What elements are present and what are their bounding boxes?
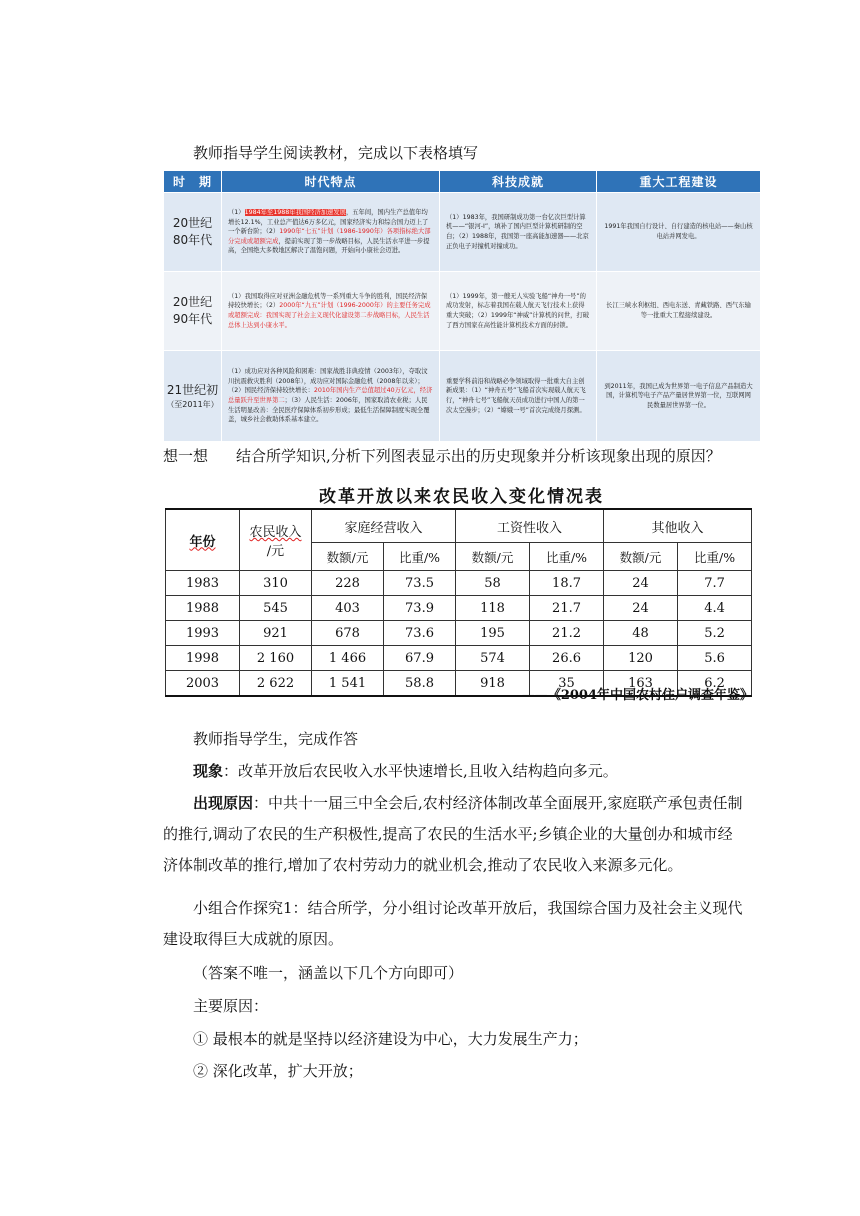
t2-row xyxy=(166,621,752,646)
reason-item: ① 最根本的就是坚持以经济建设为中心，大力发展生产力； xyxy=(193,1030,588,1048)
t2-value-cell: 195 xyxy=(456,621,530,646)
t1-feature-segment: （1）我国取得应对亚洲金融危机等一系列重大斗争的胜利，国民经济保持较快增长；（2） xyxy=(228,292,428,310)
t1-features-cell xyxy=(222,351,440,442)
t2-value-cell: 7.7 xyxy=(678,571,752,596)
t2-value-cell: 73.6 xyxy=(384,621,456,646)
t1-science-cell: 重要学科前沿和战略必争领域取得一批重大自主创新成果：（1）“神舟五号”飞船首次实现载人航天飞行，“神舟七号”飞船航天员成功进行中国人的第一次太空漫步；（2）“嫦娥一号”首次完成绕月探测。 xyxy=(440,351,597,442)
t2-subheader: 比重/% xyxy=(530,543,604,571)
income-table xyxy=(165,508,752,697)
t2-value-cell: 67.9 xyxy=(384,646,456,671)
t2-subheader: 数额/元 xyxy=(604,543,678,571)
t1-feature-segment: （2） xyxy=(265,228,280,236)
t2-value-cell: 24 xyxy=(604,596,678,621)
t2-header-group-wage: 工资性收入 xyxy=(456,509,604,543)
t2-value-cell: 26.6 xyxy=(530,646,604,671)
t2-year-cell: 1983 xyxy=(166,571,240,596)
t1-period-label: 20世纪90年代 xyxy=(172,295,213,326)
t1-feature-segment: ，五年间，国内生产总值年均增长12.1%，工业总产值达6万多亿元，国家经济实力和综合国力迈上了一个新台阶； xyxy=(228,209,429,236)
t2-value-cell: 403 xyxy=(312,596,384,621)
t1-science-cell: （1）1983年，我国研制成功第一台亿次巨型计算机——“银河-Ⅰ”，填补了国内巨型计算机研制的空白；（2）1988年，我国第一座高能加速器——北京正负电子对撞机对撞成功。 xyxy=(440,193,597,272)
t2-value-cell: 1 541 xyxy=(312,671,384,697)
t2-value-cell: 73.9 xyxy=(384,596,456,621)
t2-value-cell: 921 xyxy=(240,621,312,646)
t2-value-cell: 58.8 xyxy=(384,671,456,697)
t2-year-cell: 2003 xyxy=(166,671,240,697)
t2-row xyxy=(166,571,752,596)
t2-header-income: 农民收入 /元 xyxy=(240,509,312,571)
t1-features-cell xyxy=(222,272,440,351)
t2-subheader: 数额/元 xyxy=(456,543,530,571)
t2-value-cell: 6.2 xyxy=(678,671,752,697)
t2-value-cell: 21.7 xyxy=(530,596,604,621)
t1-row xyxy=(164,193,761,272)
t2-value-cell: 24 xyxy=(604,571,678,596)
t2-subheader: 比重/% xyxy=(384,543,456,571)
guide-text: 教师指导学生，完成作答 xyxy=(193,730,359,748)
answer-note: （答案不唯一，涵盖以下几个方向即可） xyxy=(193,964,464,982)
t1-header-science: 科技成就 xyxy=(440,171,597,193)
t1-feature-segment: ；（3）人民生活：2006年，国家取消农业税；人民生活明显改善：全民医疗保障体系初步形成；最低生活保障制度实现全覆盖，城乡社会救助体系基本建立。 xyxy=(228,397,430,424)
t1-row xyxy=(164,272,761,351)
group-task-paragraph: 小组合作探究1：结合所学，分小组讨论改革开放后，我国综合国力及社会主义现代建设取得巨大成就的原因。 xyxy=(163,899,743,948)
intro-text: 教师指导学生阅读教材，完成以下表格填写 xyxy=(193,144,479,162)
t2-value-cell: 5.2 xyxy=(678,621,752,646)
t1-feature-segment: 1984年至1988年我国经济加速发展 xyxy=(244,209,346,217)
t2-year-cell: 1993 xyxy=(166,621,240,646)
t1-feature-segment: ，提前实现了第一步战略目标，人民生活水平进一步提高，全国绝大多数地区解决了温饱问题，开始向小康社会迈进。 xyxy=(228,237,430,255)
t1-features-cell xyxy=(222,193,440,272)
t2-value-cell: 918 xyxy=(456,671,530,697)
income-table-source: ——《2004年中国农村住户调查年鉴》 xyxy=(521,688,753,703)
t2-value-cell: 5.6 xyxy=(678,646,752,671)
t2-year-cell: 1988 xyxy=(166,596,240,621)
t2-value-cell: 2 160 xyxy=(240,646,312,671)
t2-value-cell: 4.4 xyxy=(678,596,752,621)
phenomenon-text: ：改革开放后农民收入水平快速增长,且收入结构趋向多元。 xyxy=(223,762,618,780)
t1-header-features: 时代特点 xyxy=(222,171,440,193)
t2-value-cell: 1 466 xyxy=(312,646,384,671)
t1-period-cell xyxy=(164,272,222,351)
think-label: 想一想 xyxy=(163,447,209,465)
t2-row xyxy=(166,596,752,621)
think-text: 结合所学知识,分析下列图表显示出的历史现象并分析该现象出现的原因？ xyxy=(236,447,721,465)
t1-feature-segment: 1990年“七五”计划（1986-1990年）各项指标绝大部分完成或超额完成 xyxy=(228,228,431,245)
t2-value-cell: 73.5 xyxy=(384,571,456,596)
t2-value-cell: 118 xyxy=(456,596,530,621)
reason-label: 出现原因 xyxy=(193,794,254,812)
t2-header-group-household: 家庭经营收入 xyxy=(312,509,456,543)
reason-paragraph xyxy=(163,788,743,881)
t2-subheader: 比重/% xyxy=(678,543,752,571)
t1-period-sub: （至2011年） xyxy=(166,399,219,409)
phenomenon-label: 现象 xyxy=(193,762,224,780)
era-achievement-table-wrap xyxy=(163,170,760,434)
t2-value-cell: 18.7 xyxy=(530,571,604,596)
t1-science-cell: （1）1999年，第一艘无人实验飞船“神舟一号”的成功发射，标志着我国在载人航天飞行技术上获得重大突破；（2）1999年“神威”计算机的问世，打破了西方国家在高性能计算机技术方面的封锁。 xyxy=(440,272,597,351)
t1-feature-segment: 2010年国内生产总值超过40万亿元，经济总量跃升至世界第二 xyxy=(228,387,433,404)
t2-value-cell: 21.2 xyxy=(530,621,604,646)
t1-row xyxy=(164,351,761,442)
t2-value-cell: 35 xyxy=(530,671,604,697)
reason-text: ：中共十一届三中全会后,农村经济体制改革全面展开,家庭联产承包责任制的推行,调动了农民的生产积极性,提高了农民的生活水平;乡镇企业的大量创办和城市经济体制改革的推行,增加了农村劳动力的就业机会,推动了农民收入来源多元化。 xyxy=(163,794,743,874)
t2-value-cell: 678 xyxy=(312,621,384,646)
t2-value-cell: 120 xyxy=(604,646,678,671)
reason-item: ② 深化改革，扩大开放； xyxy=(193,1062,363,1080)
phenomenon-paragraph xyxy=(163,756,743,787)
t2-value-cell: 228 xyxy=(312,571,384,596)
t2-subheader: 数额/元 xyxy=(312,543,384,571)
t2-value-cell: 163 xyxy=(604,671,678,697)
t2-year-cell: 1998 xyxy=(166,646,240,671)
t1-period-label: 20世纪80年代 xyxy=(172,216,213,247)
t2-value-cell: 48 xyxy=(604,621,678,646)
t2-value-cell: 2 622 xyxy=(240,671,312,697)
main-reasons-label: 主要原因： xyxy=(193,997,269,1015)
t1-feature-segment: 2000年“九五”计划（1996-2000年）的主要任务完成或超额完成：我国实现了社会主义现代化建设第二步战略目标，人民生活总体上达到小康水平。 xyxy=(228,302,431,329)
t2-value-cell: 58 xyxy=(456,571,530,596)
t2-value-cell: 574 xyxy=(456,646,530,671)
t1-period-cell xyxy=(164,193,222,272)
t1-projects-cell: 到2011年，我国已成为世界第一电子信息产品制造大国，计算机等电子产品产量居世界第一位，互联网网民数量居世界第一位。 xyxy=(597,351,761,442)
t1-period-label: 21世纪初 xyxy=(166,382,219,397)
era-achievement-table xyxy=(163,170,761,442)
t2-value-cell: 545 xyxy=(240,596,312,621)
think-line xyxy=(163,441,803,472)
t1-projects-cell: 长江三峡水利枢纽、西电东送、青藏铁路、西气东输等一批重大工程接续建设。 xyxy=(597,272,761,351)
t2-header-group-other: 其他收入 xyxy=(604,509,752,543)
t1-header-period: 时 期 xyxy=(164,171,222,193)
t2-row xyxy=(166,646,752,671)
t2-header-year: 年份 xyxy=(166,509,240,571)
t1-feature-segment: （1）成功应对各种风险和困难：国家战胜非典疫情（2003年），夺取汶川抗震救灾胜利（2008年），成功应对国际金融危机（2008年以来）；（2）国民经济保持较快增长： xyxy=(228,368,428,395)
income-table-title: 改革开放以来农民收入变化情况表 xyxy=(319,487,604,507)
t1-projects-cell: 1991年我国自行设计、自行建造的核电站——秦山核电站并网发电。 xyxy=(597,193,761,272)
t2-value-cell: 310 xyxy=(240,571,312,596)
t1-feature-segment: （1） xyxy=(228,209,245,217)
t1-header-projects: 重大工程建设 xyxy=(597,171,761,193)
t1-period-cell xyxy=(164,351,222,442)
